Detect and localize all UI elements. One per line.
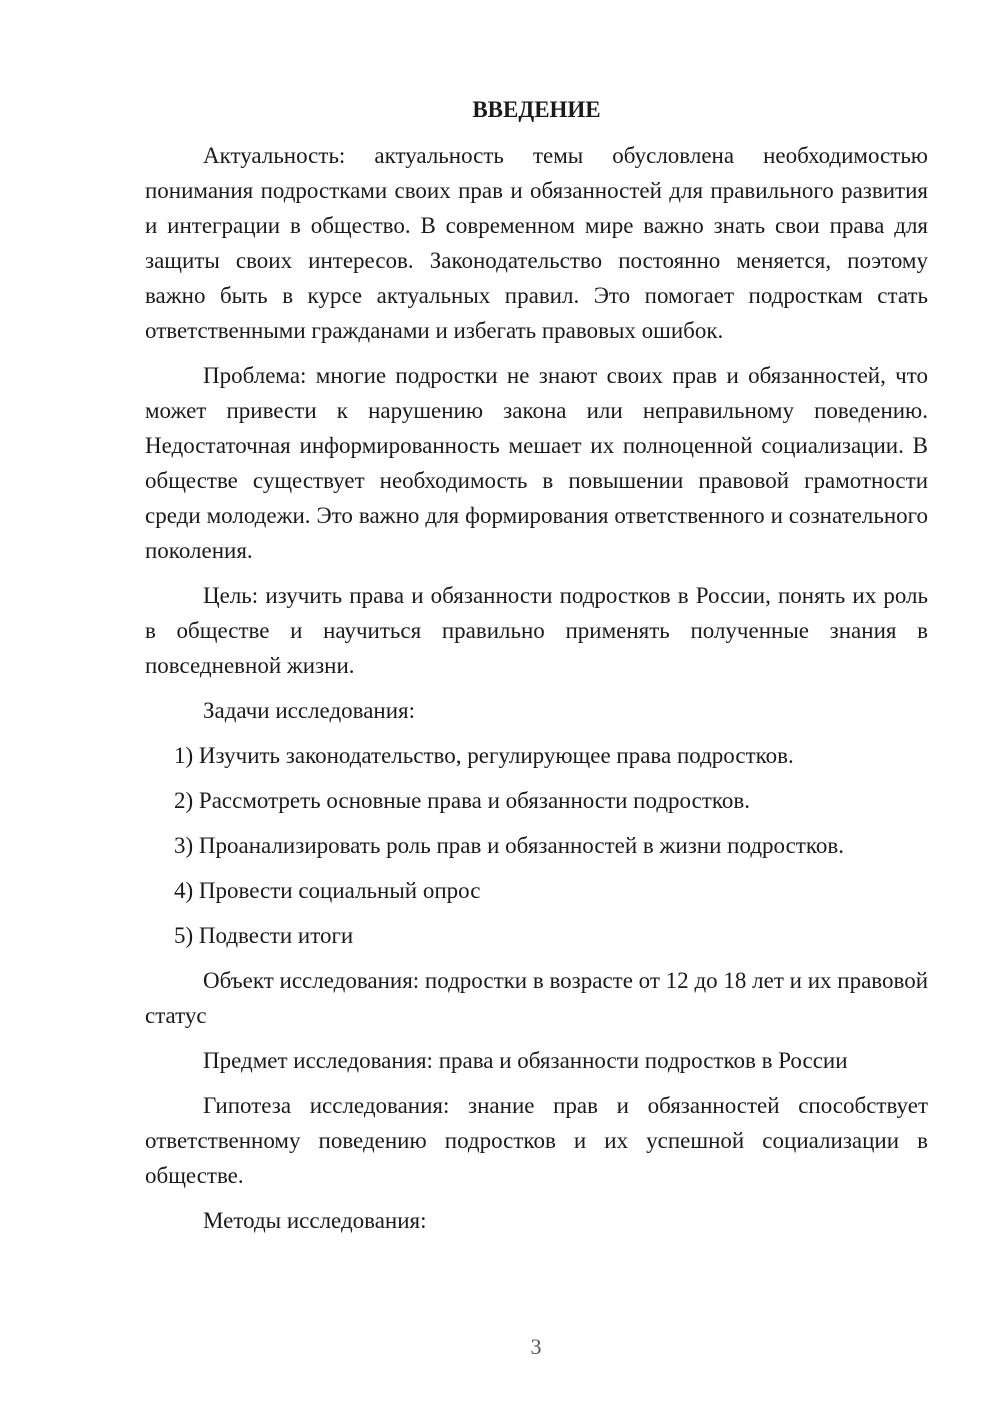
tasks-heading: Задачи исследования:: [203, 698, 416, 723]
paragraph-goal: Цель: изучить права и обязанности подростков в России, понять их роль в обществе и научиться правильно применять полученные знания в повседневной жизни.: [145, 583, 928, 678]
task-item-2: 2) Рассмотреть основные права и обязанности подростков.: [174, 788, 750, 813]
page-number: 3: [530, 1334, 542, 1359]
task-item-4: 4) Провести социальный опрос: [174, 878, 481, 903]
page-content: [145, 95, 928, 1248]
section-title: ВВЕДЕНИЕ: [472, 97, 601, 122]
paragraph-hypothesis: Гипотеза исследования: знание прав и обязанностей способствует ответственному поведению подростков и их успешной социализации в обществе.: [145, 1093, 928, 1188]
task-item-5: 5) Подвести итоги: [174, 923, 354, 948]
paragraph-problem: Проблема: многие подростки не знают своих прав и обязанностей, что может привести к нарушению закона или неправильному поведению. Недостаточная информированность мешает их полноценной социализации. В обществе существует необходимость в повышении правовой грамотности среди молодежи. Это важно для формирования ответственного и сознательного поколения.: [145, 363, 928, 563]
paragraph-relevance: Актуальность: актуальность темы обусловлена необходимостью понимания подростками своих прав и обязанностей для правильного развития и интеграции в общество. В современном мире важно знать свои права для защиты своих интересов. Законодательство постоянно меняется, поэтому важно быть в курсе актуальных правил. Это помогает подросткам стать ответственными гражданами и избегать правовых ошибок.: [145, 143, 928, 343]
paragraph-subject: Предмет исследования: права и обязанности подростков в России: [203, 1048, 848, 1073]
task-item-1: 1) Изучить законодательство, регулирующее права подростков.: [174, 743, 794, 768]
methods-heading: Методы исследования:: [203, 1208, 427, 1233]
paragraph-object: Объект исследования: подростки в возрасте от 12 до 18 лет и их правовой статус: [145, 968, 928, 1028]
task-item-3: 3) Проанализировать роль прав и обязанностей в жизни подростков.: [174, 833, 844, 858]
